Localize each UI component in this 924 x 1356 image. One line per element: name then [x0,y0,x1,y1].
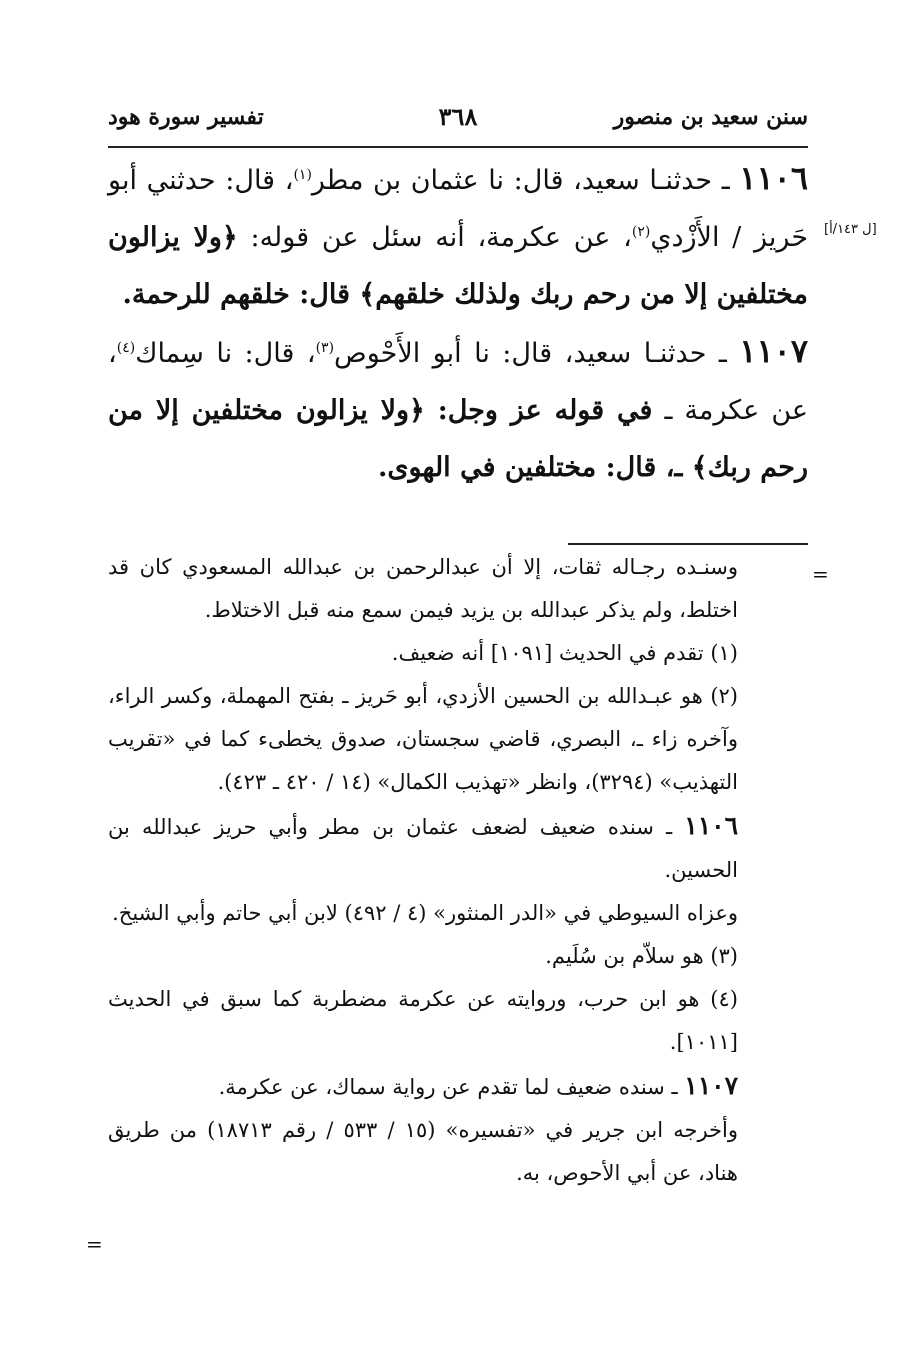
hadith-1107 [108,323,808,496]
footnote-ref: (٣) [315,340,335,356]
footnote-2: (٢) هو عبـدالله بن الحسين الأزدي، أبو حَريز ـ بفتح المهملة، وكسر الراء، وآخره زاء ـ، البصري، قاضي سجستان، صدوق يخطىء كما في «تقريب التهذيب» (٣٢٩٤)، وانظر «تهذيب الكمال» (١٤ / ٤٢٠ ـ ٤٢٣). [108,684,738,794]
hadith-text: ، قال: حدثني أبو حَريز / الأَزْدي [108,165,809,253]
footnotes [108,546,808,1195]
commentary-number: ١١٠٦ [684,811,738,840]
page-number: ٣٦٨ [438,102,478,131]
commentary-text: ـ سنده ضعيف لما تقدم عن رواية سماك، عن عكرمة. [218,1075,685,1099]
continuation-mark: = [86,1232,103,1256]
hadith-text: حدثنـا سعيد، قال: نا عثمان بن مطر [311,165,713,196]
dash: ـ [712,165,740,196]
dash: ـ [706,338,740,369]
main-text [108,150,808,496]
commentary-text: ـ سنده ضعيف لضعف عثمان بن مطر وأبي حريز عبدالله بن الحسين. [108,815,738,882]
page-header [108,98,808,146]
quran-quote: ﴿ولا يزالون مختلفين إلا من رحم ربك ولذلك خلقهم﴾ قال: خلقهم [108,222,808,310]
continuation-mark: = [812,562,829,586]
commentary-1107-more: وأخرجه ابن جرير في «تفسيره» (١٥ / ٥٣٣ / رقم ١٨٧١٣) من طريق هناد، عن أبي الأحوص، به. [108,1118,738,1185]
commentary-1106 [108,804,808,892]
footnote-ref: (٢) [631,224,651,240]
commentary-1106-more: وعزاه السيوطي في «الدر المنثور» (٤ / ٤٩٢) لابن أبي حاتم وأبي الشيخ. [112,901,738,925]
manuscript-folio-ref: [ل ١٤٣/أ] [824,222,877,237]
footnote-ref: (١) [293,167,312,183]
footnote-ref: (٤) [116,340,136,356]
hadith-1106 [108,150,808,323]
commentary-1107 [108,1064,808,1109]
hadith-text: ، عن عكرمة، أنه سئل عن قوله: [237,222,632,253]
footnote-3: (٣) هو سلاّم بن سُلَيم. [545,944,738,968]
quran-quote: في قوله عز وجل: ﴿ولا يزالون مختلفين إلا من رحم ربك﴾ ـ، قال: مختلفين في الهوى. [108,395,808,483]
footnote-continued: وسنـده رجـاله ثقات، إلا أن عبدالرحمن بن عبدالله المسعودي كان قد اختلط، ولم يذكر عبدالله بن يزيد فيمن سمع منه قبل الاختلاط. [108,555,738,622]
hadith-text: ، عن عكرمة ـ [108,338,808,426]
hadith-text: ، قال: نا سِماك [135,338,316,369]
hadith-text: حدثنـا سعيد، قال: نا أبو الأَحْوص [334,338,707,369]
footnote-4: (٤) هو ابن حرب، وروايته عن عكرمة مضطربة كما سبق في الحديث [١٠١١]. [108,987,738,1054]
hadith-number: ١١٠٦ [739,159,809,197]
footnote-divider [568,543,808,545]
hadith-number: ١١٠٧ [739,332,808,370]
hadith-text: للرحمة. [122,279,221,310]
chapter-title: تفسير سورة هود [108,104,264,130]
header-divider [108,146,808,148]
commentary-number: ١١٠٧ [684,1071,738,1100]
footnote-1: (١) تقدم في الحديث [١٠٩١] أنه ضعيف. [391,641,738,665]
book-title: سنن سعيد بن منصور [613,104,808,130]
